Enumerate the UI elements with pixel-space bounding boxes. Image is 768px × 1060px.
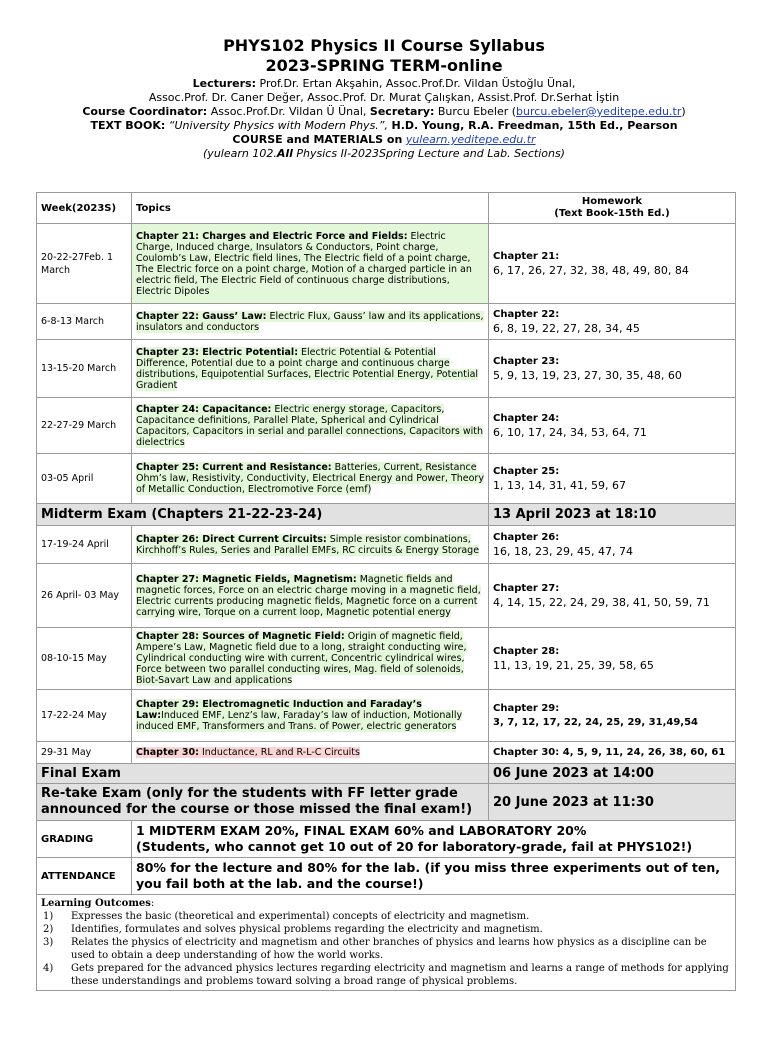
lecturers-line-2: Assoc.Prof. Dr. Caner Değer, Assoc.Prof. Dr. Murat Çalışkan, Assist.Prof. Dr.Serhat İştin	[148, 91, 620, 104]
homework-cell: Chapter 21: 6, 17, 26, 27, 32, 38, 48, 49, 80, 84	[489, 224, 736, 304]
learning-outcomes	[37, 895, 736, 991]
topics-cell: Chapter 24: Capacitance: Electric energy storage, Capacitors, Capacitance definitions, Parallel Plate, Spherical and Cylindrical Capacitors, Capacitors in serial and parallel connections, Capacitors with dielectrics	[132, 398, 489, 454]
homework-cell: Chapter 28: 11, 13, 19, 21, 25, 39, 58, 65	[489, 628, 736, 690]
page-title: PHYS102 Physics II Course Syllabus	[223, 36, 545, 55]
midterm-label: Midterm Exam (Chapters 21-22-23-24)	[37, 504, 489, 526]
attendance-label: ATTENDANCE	[37, 858, 132, 895]
lecturers-line-1: Lecturers: Prof.Dr. Ertan Akşahin, Assoc.Prof.Dr. Vildan Üstoğlu Ünal,	[192, 77, 576, 90]
table-row	[37, 454, 736, 504]
table-row	[37, 340, 736, 398]
homework-cell: Chapter 23: 5, 9, 13, 19, 23, 27, 30, 35, 48, 60	[489, 340, 736, 398]
coordinator-line: Course Coordinator: Assoc.Prof.Dr. Vildan Ü Ünal, Secretary: Burcu Ebeler (burcu.ebeler@yeditepe.edu.tr)	[82, 105, 686, 118]
retake-exam-date: 20 June 2023 at 11:30	[489, 784, 736, 821]
secretary-email-link[interactable]: burcu.ebeler@yeditepe.edu.tr	[516, 105, 682, 118]
homework-cell: Chapter 29: 3, 7, 12, 17, 22, 24, 25, 29, 31,49,54	[489, 690, 736, 742]
topics-cell: Chapter 29: Electromagnetic Induction and Faraday’s Law:Induced EMF, Lenz’s law, Faraday’s law of induction, Motionally induced EMF, Transformers and Trans. of Power, electric generators	[132, 690, 489, 742]
learning-outcomes-row	[37, 895, 736, 991]
syllabus-table	[36, 192, 736, 991]
grading-row	[37, 821, 736, 858]
grading-label: GRADING	[37, 821, 132, 858]
homework-cell: Chapter 30: 4, 5, 9, 11, 24, 26, 38, 60, 61	[489, 742, 736, 764]
retake-exam-row	[37, 784, 736, 821]
topics-cell: Chapter 26: Direct Current Circuits: Simple resistor combinations, Kirchhoff’s Rules, Series and Parallel EMFs, RC circuits & Energy Storage	[132, 526, 489, 564]
week-cell: 22-27-29 March	[37, 398, 132, 454]
final-exam-label: Final Exam	[37, 764, 489, 784]
yulearn-note: (yulearn 102.All Physics II-2023Spring Lecture and Lab. Sections)	[203, 147, 565, 160]
learning-outcomes-list	[41, 910, 731, 988]
table-row	[37, 564, 736, 628]
midterm-row	[37, 504, 736, 526]
table-row	[37, 526, 736, 564]
week-cell: 17-19-24 April	[37, 526, 132, 564]
topics-cell: Chapter 28: Sources of Magnetic Field: Origin of magnetic field, Ampere’s Law, Magnetic field due to a long, straight conducting wire, Cylindrical conducting wire with current, Concentric cylindrical wires, Force between two parallel conducting wires, Mag. field of solenoids, Biot-Savart Law and applications	[132, 628, 489, 690]
midterm-date: 13 April 2023 at 18:10	[489, 504, 736, 526]
final-exam-date: 06 June 2023 at 14:00	[489, 764, 736, 784]
week-column-header: Week(2023S)	[37, 193, 132, 224]
week-cell: 20-22-27Feb. 1 March	[37, 224, 132, 304]
list-item: 4) Gets prepared for the advanced physics lectures regarding electricity and magnetism and learns a range of methods for applying these understandings and problems toward solving a broad range of physical problems.	[43, 963, 729, 987]
course-materials-line: COURSE and MATERIALS on yulearn.yeditepe.edu.tr	[232, 133, 536, 146]
list-item: 3) Relates the physics of electricity and magnetism and other branches of physics and learns how physics as a discipline can be used to obtain a deep understanding of how the world works.	[43, 937, 707, 961]
week-cell: 03-05 April	[37, 454, 132, 504]
table-header-row	[37, 193, 736, 224]
list-item: 1) Expresses the basic (theoretical and experimental) concepts of electricity and magnetism.	[43, 911, 530, 922]
week-cell: 29-31 May	[37, 742, 132, 764]
homework-cell: Chapter 26: 16, 18, 23, 29, 45, 47, 74	[489, 526, 736, 564]
week-cell: 13-15-20 March	[37, 340, 132, 398]
retake-exam-label: Re-take Exam (only for the students with FF letter grade announced for the course or those missed the final exam!)	[37, 784, 489, 821]
homework-cell: Chapter 27: 4, 14, 15, 22, 24, 29, 38, 41, 50, 59, 71	[489, 564, 736, 628]
homework-column-header: Homework (Text Book-15th Ed.)	[489, 193, 736, 224]
final-exam-row	[37, 764, 736, 784]
attendance-text: 80% for the lecture and 80% for the lab. (if you miss three experiments out of ten, you fail both at the lab. and the course!)	[132, 858, 736, 895]
week-cell: 26 April- 03 May	[37, 564, 132, 628]
table-row	[37, 742, 736, 764]
table-row	[37, 628, 736, 690]
topics-cell: Chapter 22: Gauss’ Law: Electric Flux, Gauss’ law and its applications, insulators and conductors	[132, 304, 489, 340]
learning-outcomes-title: Learning Outcomes:	[41, 898, 155, 909]
table-row	[37, 690, 736, 742]
list-item: 2) Identifies, formulates and solves physical problems regarding the electricity and magnetism.	[43, 924, 543, 935]
term-title: 2023-SPRING TERM-online	[265, 56, 503, 75]
homework-cell: Chapter 24: 6, 10, 17, 24, 34, 53, 64, 71	[489, 398, 736, 454]
topics-cell: Chapter 27: Magnetic Fields, Magnetism: Magnetic fields and magnetic forces, Force on an electric charge moving in a magnetic field, Electric currents producing magnetic fields, Magnetic force on a current carrying wire, Torque on a current loop, Magnetic potential energy	[132, 564, 489, 628]
week-cell: 6-8-13 March	[37, 304, 132, 340]
course-materials-link[interactable]: yulearn.yeditepe.edu.tr	[405, 133, 536, 146]
homework-cell: Chapter 25: 1, 13, 14, 31, 41, 59, 67	[489, 454, 736, 504]
attendance-row	[37, 858, 736, 895]
syllabus-header	[0, 36, 768, 161]
table-row	[37, 398, 736, 454]
topics-cell: Chapter 23: Electric Potential: Electric Potential & Potential Difference, Potential due to a point charge and continuous charge distributions, Equipotential Surfaces, Electric Potential Energy, Potential Gradient	[132, 340, 489, 398]
week-cell: 17-22-24 May	[37, 690, 132, 742]
table-row	[37, 304, 736, 340]
topics-cell: Chapter 21: Charges and Electric Force and Fields: Electric Charge, Induced charge, Insulators & Conductors, Point charge, Coulomb’s Law, Electric field lines, The Electric field of a point charge, The Electric force on a point charge, Motion of a charged particle in an electric field, The Electric Field of continuous charge distributions, Electric Dipoles	[132, 224, 489, 304]
topics-column-header: Topics	[132, 193, 489, 224]
textbook-line: TEXT BOOK: “University Physics with Modern Phys.”, H.D. Young, R.A. Freedman, 15th Ed., Pearson	[90, 119, 678, 132]
homework-cell: Chapter 22: 6, 8, 19, 22, 27, 28, 34, 45	[489, 304, 736, 340]
topics-cell: Chapter 25: Current and Resistance: Batteries, Current, Resistance Ohm’s law, Resistivity, Conductivity, Electrical Energy and Power, Theory of Metallic Conduction, Electromotive Force (emf)	[132, 454, 489, 504]
topics-cell: Chapter 30: Inductance, RL and R-L-C Circuits	[132, 742, 489, 764]
table-row	[37, 224, 736, 304]
grading-text: 1 MIDTERM EXAM 20%, FINAL EXAM 60% and LABORATORY 20% (Students, who cannot get 10 out of 20 for laboratory-grade, fail at PHYS102!)	[132, 821, 736, 858]
week-cell: 08-10-15 May	[37, 628, 132, 690]
